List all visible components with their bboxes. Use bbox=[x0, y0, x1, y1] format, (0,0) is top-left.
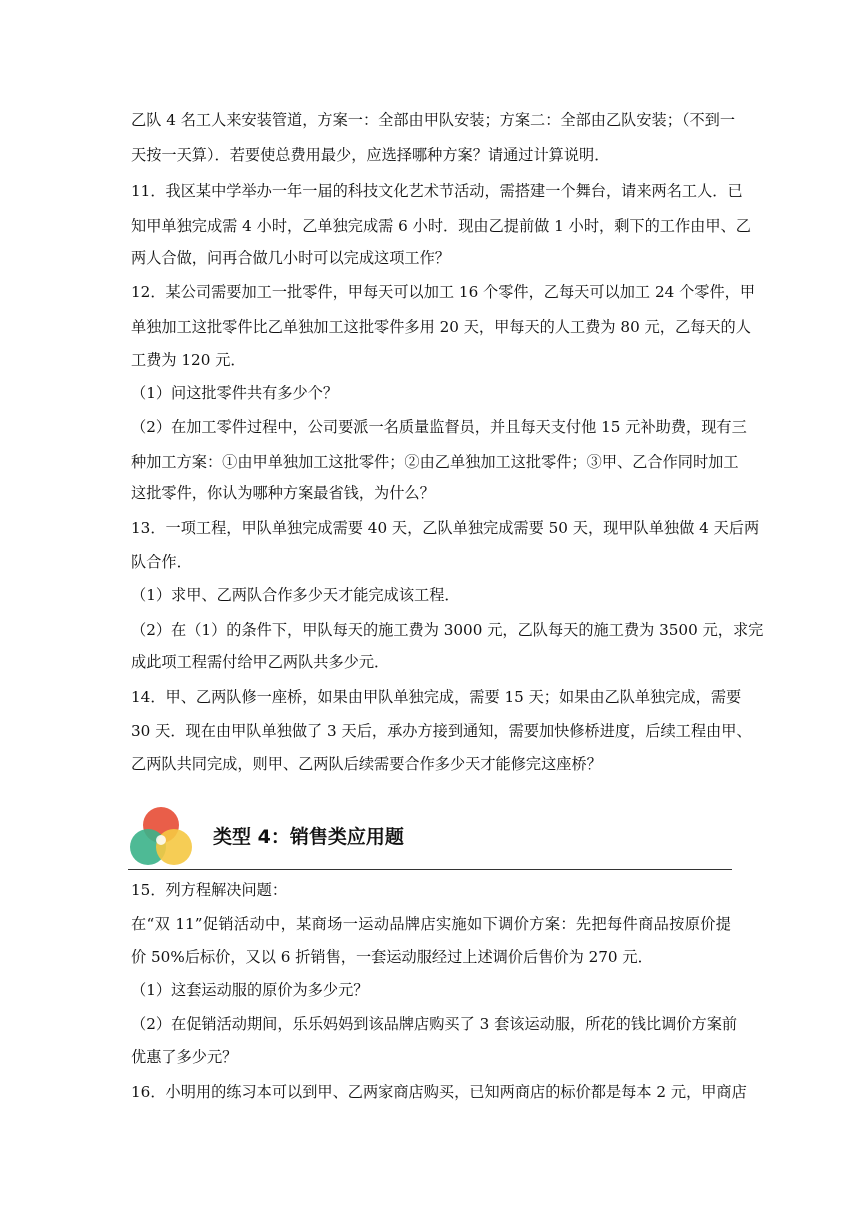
text-line: 种加工方案：①由甲单独加工这批零件；②由乙单独加工这批零件；③甲、乙合作同时加工 bbox=[131, 453, 739, 471]
text-line: 价 50%后标价，又以 6 折销售，一套运动服经过上述调价后售价为 270 元． bbox=[131, 948, 653, 966]
text-line: 两人合做，问再合做几小时可以完成这项工作？ bbox=[131, 249, 450, 267]
subquestion-line: （1）这套运动服的原价为多少元？ bbox=[131, 981, 369, 999]
section-divider bbox=[128, 869, 732, 870]
text-line: 队合作． bbox=[131, 553, 192, 571]
text-line: 天按一天算）．若要使总费用最少，应选择哪种方案？请通过计算说明． bbox=[131, 146, 610, 164]
text-line: 成此项工程需付给甲乙两队共多少元． bbox=[131, 653, 390, 671]
subquestion-line: （2）在促销活动期间，乐乐妈妈到该品牌店购买了 3 套该运动服，所花的钱比调价方案前 bbox=[131, 1015, 738, 1033]
text-line: 乙两队共同完成，则甲、乙两队后续需要合作多少天才能修完这座桥？ bbox=[131, 755, 602, 773]
text-line: 这批零件，你认为哪种方案最省钱，为什么？ bbox=[131, 484, 435, 502]
subquestion-line: （1）问这批零件共有多少个？ bbox=[131, 384, 339, 402]
venn-circles-icon bbox=[128, 806, 194, 866]
question-12-line: 12．某公司需要加工一批零件，甲每天可以加工 16 个零件，乙每天可以加工 24 个零件，甲 bbox=[131, 283, 756, 301]
text-line: 工费为 120 元． bbox=[131, 351, 246, 369]
subquestion-line: （2）在（1）的条件下，甲队每天的施工费为 3000 元，乙队每天的施工费为 3500 元，求完 bbox=[131, 621, 764, 639]
question-13-line: 13．一项工程，甲队单独完成需要 40 天，乙队单独完成需要 50 天，现甲队单独做 4 天后两 bbox=[131, 519, 760, 537]
section-title: 类型 4：销售类应用题 bbox=[213, 826, 404, 848]
text-line: 知甲单独完成需 4 小时，乙单独完成需 6 小时．现由乙提前做 1 小时，剩下的工作由甲、乙 bbox=[131, 217, 751, 235]
text-line: 单独加工这批零件比乙单独加工这批零件多用 20 天，甲每天的人工费为 80 元，乙每天的人 bbox=[131, 318, 751, 336]
text-line: 乙队 4 名工人来安装管道，方案一：全部由甲队安装；方案二：全部由乙队安装；（不到一 bbox=[131, 111, 736, 129]
section-header bbox=[128, 806, 732, 870]
subquestion-line: （2）在加工零件过程中，公司要派一名质量监督员，并且每天支付他 15 元补助费，现有三 bbox=[131, 418, 747, 436]
text-line: 30 天．现在由甲队单独做了 3 天后，承办方接到通知，需要加快修桥进度，后续工程由甲、 bbox=[131, 722, 752, 740]
question-14-line: 14．甲、乙两队修一座桥，如果由甲队单独完成，需要 15 天；如果由乙队单独完成，需要 bbox=[131, 688, 742, 706]
text-line: 在“双 11”促销活动中，某商场一运动品牌店实施如下调价方案：先把每件商品按原价提 bbox=[131, 915, 731, 933]
question-16-line: 16．小明用的练习本可以到甲、乙两家商店购买，已知两商店的标价都是每本 2 元，甲商店 bbox=[131, 1083, 747, 1101]
text-line: 优惠了多少元？ bbox=[131, 1048, 238, 1066]
question-11-line: 11．我区某中学举办一年一届的科技文化艺术节活动，需搭建一个舞台，请来两名工人．已 bbox=[131, 182, 743, 200]
subquestion-line: （1）求甲、乙两队合作多少天才能完成该工程． bbox=[131, 586, 460, 604]
question-15-line: 15．列方程解决问题： bbox=[131, 881, 288, 899]
